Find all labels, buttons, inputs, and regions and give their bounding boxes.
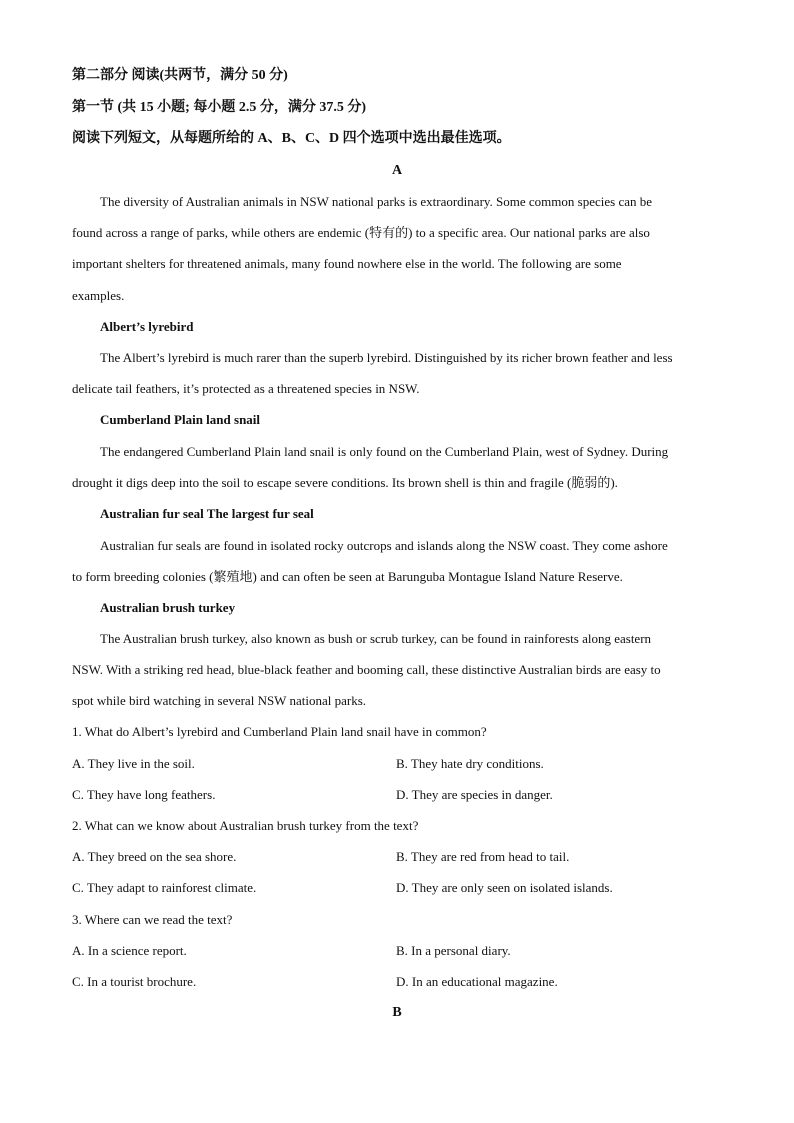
section-line: to form breeding colonies (繁殖地) and can often be seen at Barunguba Montague Island Nature Reserve. xyxy=(72,569,623,584)
section-line: The Albert’s lyrebird is much rarer than the superb lyrebird. Distinguished by its richer brown feather and less xyxy=(100,350,673,365)
question-stem-2: 2. What can we know about Australian brush turkey from the text? xyxy=(72,818,419,833)
question-1-option-b: B. They hate dry conditions. xyxy=(396,756,544,771)
section-heading: 第一节 (共 15 小题; 每小题 2.5 分，满分 37.5 分) xyxy=(72,100,366,115)
intro-line: The diversity of Australian animals in NSW national parks is extraordinary. Some common species can be xyxy=(100,194,653,209)
question-1-option-a: A. They live in the soil. xyxy=(72,756,195,771)
part-heading: 第二部分 阅读(共两节，满分 50 分) xyxy=(72,68,288,83)
question-3-option-b: B. In a personal diary. xyxy=(396,943,511,958)
intro-line: examples. xyxy=(72,288,125,303)
question-stem-3: 3. Where can we read the text? xyxy=(72,912,233,927)
section-line: spot while bird watching in several NSW national parks. xyxy=(72,693,367,708)
instruction: 阅读下列短文，从每题所给的 A、B、C、D 四个选项中选出最佳选项。 xyxy=(72,131,511,146)
section-line: drought it digs deep into the soil to escape severe conditions. Its brown shell is thin and fragile (脆弱的). xyxy=(72,475,618,490)
passage-a-label: A xyxy=(391,163,403,178)
question-2-option-c: C. They adapt to rainforest climate. xyxy=(72,880,257,895)
section-line: The endangered Cumberland Plain land snail is only found on the Cumberland Plain, west of Sydney. During xyxy=(100,444,669,459)
question-2-option-b: B. They are red from head to tail. xyxy=(396,849,570,864)
question-3-option-a: A. In a science report. xyxy=(72,943,187,958)
question-1-option-c: C. They have long feathers. xyxy=(72,787,216,802)
section-line: The Australian brush turkey, also known as bush or scrub turkey, can be found in rainforests along eastern xyxy=(100,631,652,646)
intro-line: important shelters for threatened animals, many found nowhere else in the world. The following are some xyxy=(72,256,622,271)
section-heading-lyrebird: Albert’s lyrebird xyxy=(100,319,194,334)
section-line: delicate tail feathers, it’s protected as a threatened species in NSW. xyxy=(72,381,420,396)
intro-line: found across a range of parks, while others are endemic (特有的) to a specific area. Our national parks are also xyxy=(72,225,650,240)
question-2-option-a: A. They breed on the sea shore. xyxy=(72,849,237,864)
question-2-option-d: D. They are only seen on isolated islands. xyxy=(396,880,613,895)
section-line: NSW. With a striking red head, blue-black feather and booming call, these distinctive Australian birds are easy to xyxy=(72,662,661,677)
section-heading-seal: Australian fur seal The largest fur seal xyxy=(100,506,314,521)
question-3-option-c: C. In a tourist brochure. xyxy=(72,974,197,989)
passage-b-label: B xyxy=(392,1005,402,1020)
section-heading-snail: Cumberland Plain land snail xyxy=(100,412,261,427)
question-1-option-d: D. They are species in danger. xyxy=(396,787,553,802)
question-stem-1: 1. What do Albert’s lyrebird and Cumberland Plain land snail have in common? xyxy=(72,724,487,739)
section-heading-turkey: Australian brush turkey xyxy=(100,600,236,615)
question-3-option-d: D. In an educational magazine. xyxy=(396,974,558,989)
section-line: Australian fur seals are found in isolated rocky outcrops and islands along the NSW coast. They come ashore xyxy=(100,538,668,553)
